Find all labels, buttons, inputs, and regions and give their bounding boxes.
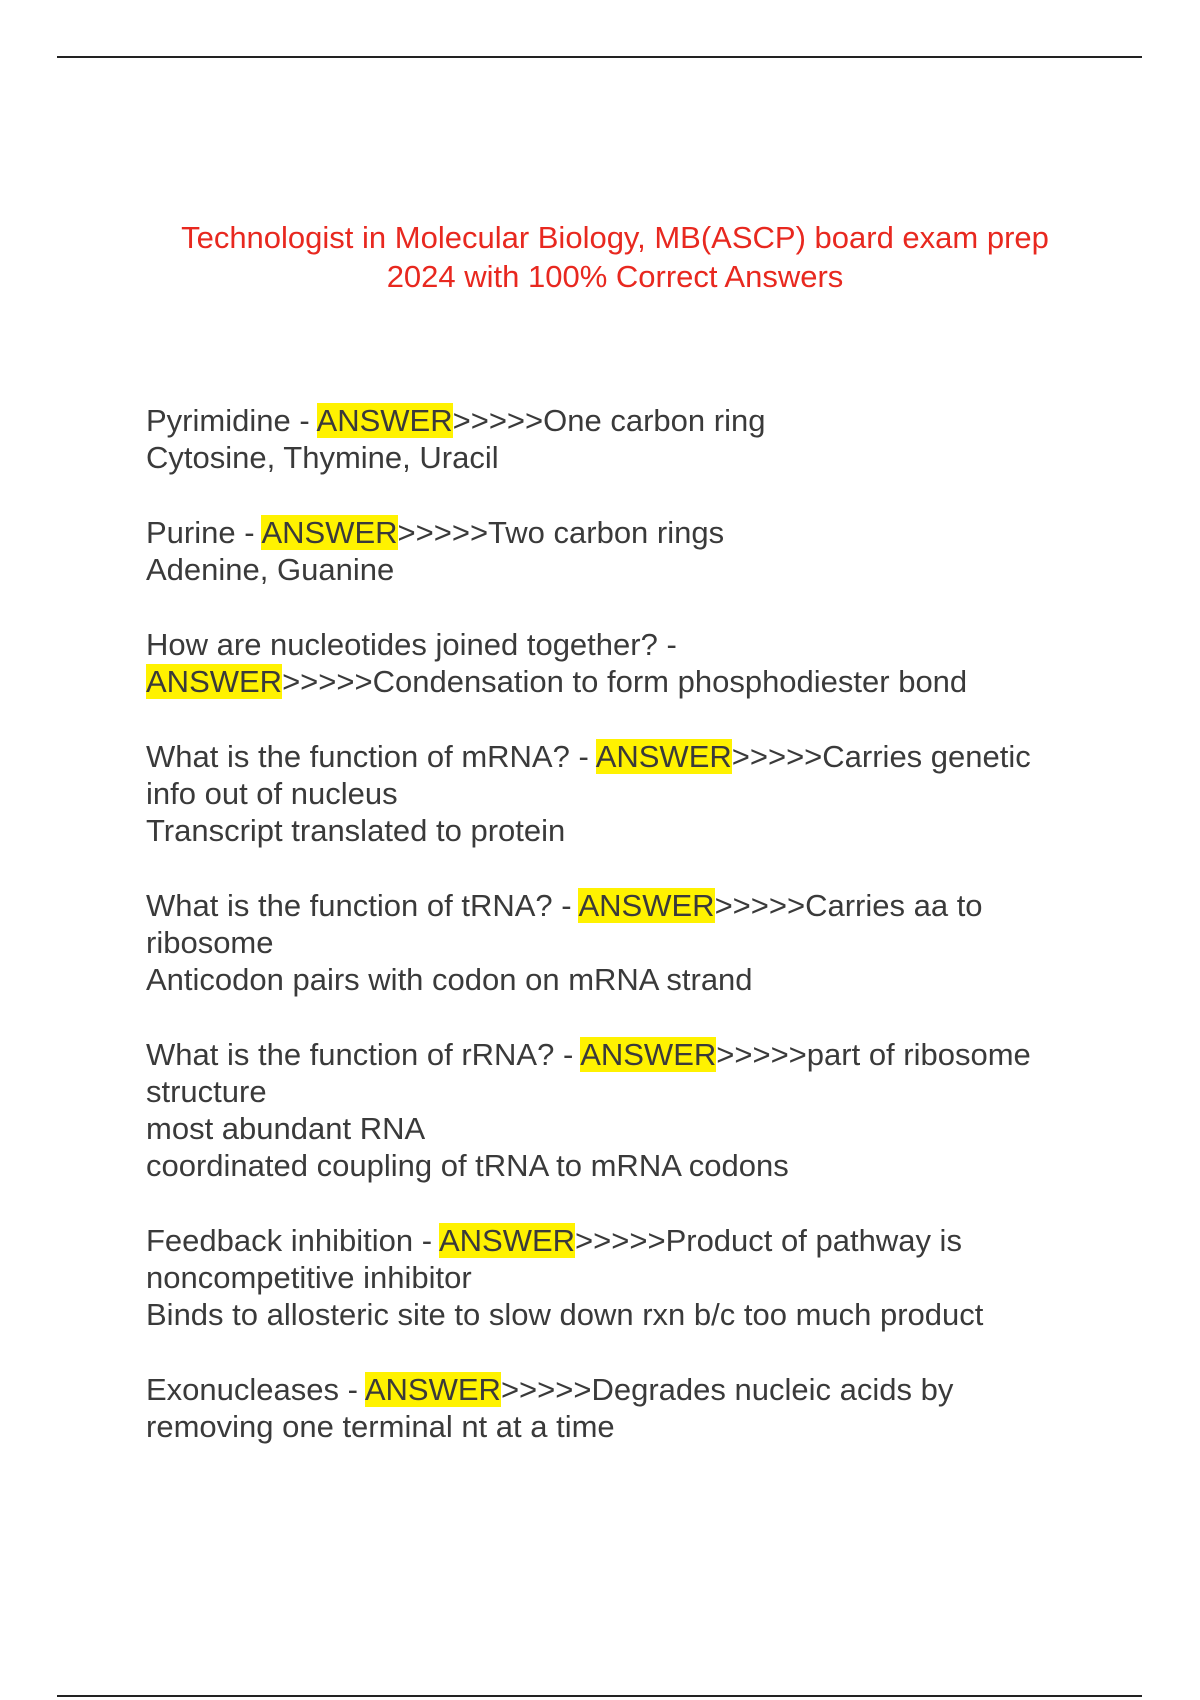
qa-item (146, 738, 1106, 849)
answer-continued: Transcript translated to protein (146, 813, 566, 848)
qa-item (146, 514, 1106, 588)
answer-label: ANSWER (261, 515, 398, 550)
question-text: What is the function of mRNA? - (146, 739, 596, 774)
answer-label: ANSWER (146, 664, 283, 699)
answer-continued: coordinated coupling of tRNA to mRNA codons (146, 1148, 789, 1183)
answer-text: >>>>>Degrades nucleic acids by (500, 1372, 954, 1407)
question-text: What is the function of tRNA? - (146, 888, 579, 923)
question-text: Feedback inhibition - (146, 1223, 439, 1258)
answer-label: ANSWER (580, 1037, 717, 1072)
answer-text: >>>>>part of ribosome (716, 1037, 1031, 1072)
qa-line (146, 663, 1106, 700)
question-text: How are nucleotides joined together? - (146, 627, 677, 662)
top-rule (57, 56, 1142, 58)
answer-continued: ribosome (146, 925, 274, 960)
title-line-1: Technologist in Molecular Biology, MB(ASCP) board exam prep (181, 220, 1049, 255)
qa-item (146, 1371, 1106, 1445)
answer-text: >>>>>Carries genetic (731, 739, 1031, 774)
question-text: What is the function of rRNA? - (146, 1037, 581, 1072)
qa-item (146, 626, 1106, 700)
answer-label: ANSWER (595, 739, 732, 774)
title-line-2: 2024 with 100% Correct Answers (386, 259, 844, 294)
answer-text: >>>>>Carries aa to (714, 888, 983, 923)
answer-continued: Cytosine, Thymine, Uracil (146, 440, 499, 475)
qa-line (146, 1036, 1106, 1073)
qa-item (146, 1036, 1106, 1184)
page-title (100, 218, 1130, 296)
answer-continued: structure (146, 1074, 267, 1109)
answer-text: >>>>>Product of pathway is (575, 1223, 962, 1258)
qa-item (146, 887, 1106, 998)
answer-label: ANSWER (316, 403, 453, 438)
answer-text: >>>>>One carbon ring (452, 403, 766, 438)
qa-item (146, 402, 1106, 476)
answer-continued: info out of nucleus (146, 776, 398, 811)
qa-line (146, 402, 1106, 439)
qa-line (146, 738, 1106, 775)
qa-list (146, 402, 1106, 1483)
question-text: Pyrimidine - (146, 403, 317, 438)
answer-label: ANSWER (438, 1223, 576, 1258)
answer-continued: most abundant RNA (146, 1111, 426, 1146)
qa-item (146, 1222, 1106, 1333)
answer-continued: Anticodon pairs with codon on mRNA strand (146, 962, 753, 997)
answer-label: ANSWER (578, 888, 715, 923)
qa-line (146, 514, 1106, 551)
answer-continued: Adenine, Guanine (146, 552, 395, 587)
question-text: Exonucleases - (146, 1372, 365, 1407)
answer-text: >>>>>Two carbon rings (397, 515, 725, 550)
qa-line (146, 887, 1106, 924)
answer-label: ANSWER (364, 1372, 501, 1407)
qa-line (146, 1371, 1106, 1408)
answer-continued: Binds to allosteric site to slow down rxn b/c too much product (146, 1297, 984, 1332)
answer-continued: removing one terminal nt at a time (146, 1409, 615, 1444)
answer-continued: noncompetitive inhibitor (146, 1260, 472, 1295)
question-text: Purine - (146, 515, 262, 550)
bottom-rule (57, 1695, 1142, 1697)
answer-text: >>>>>Condensation to form phosphodiester bond (282, 664, 968, 699)
qa-line (146, 1222, 1106, 1259)
